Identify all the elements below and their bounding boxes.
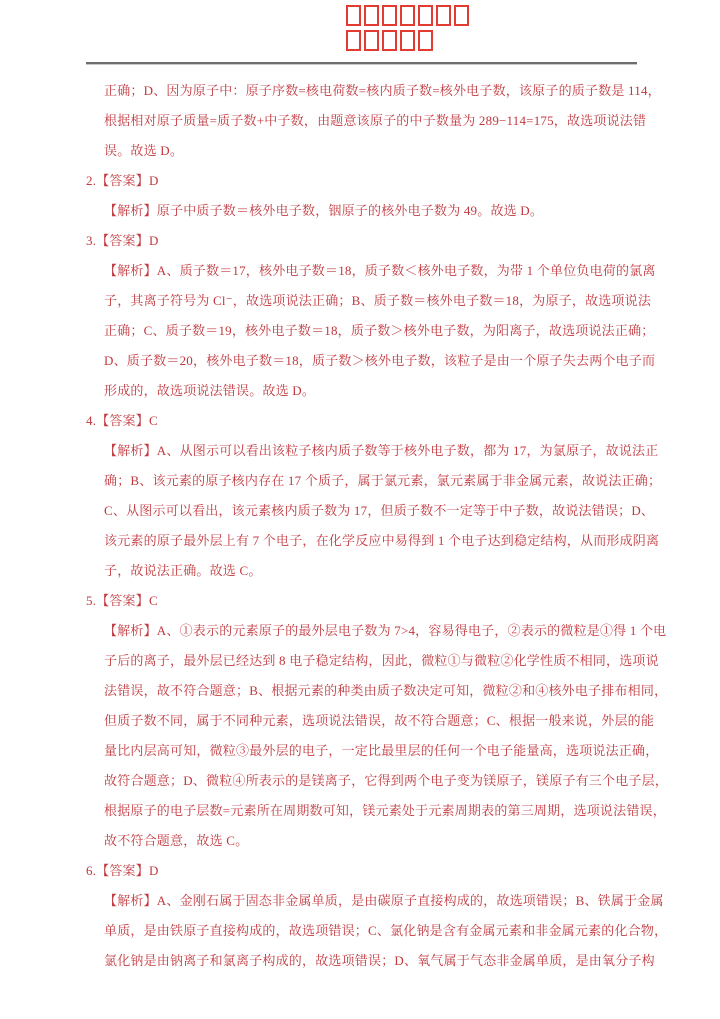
redacted-glyph-box bbox=[454, 5, 469, 26]
q1-analysis-cont-3: 误。故选 D。 bbox=[104, 143, 184, 158]
q5-analysis-7: 根据原子的电子层数=元素所在周期数可知，镁元素处于元素周期表的第三周期，选项说法错误， bbox=[104, 803, 666, 818]
q5-analysis-4: 但质子数不同，属于不同种元素，选项说法错误，故不符合题意；C、根据一般来说，外层的能 bbox=[104, 713, 655, 728]
q3-analysis-1: 【解析】A、质子数＝17，核外电子数＝18，质子数＜核外电子数，为带 1 个单位负电荷的氯离 bbox=[104, 263, 656, 278]
redacted-glyph-box bbox=[400, 5, 415, 26]
redacted-glyph-box bbox=[400, 30, 415, 51]
redacted-glyph-box bbox=[418, 5, 433, 26]
q5-answer: 5.【答案】C bbox=[86, 593, 158, 608]
q2-analysis: 【解析】原子中质子数＝核外电子数，铟原子的核外电子数为 49。故选 D。 bbox=[104, 203, 544, 218]
q3-analysis-2: 子，其离子符号为 Cl⁻，故选项说法正确；B、质子数＝核外电子数＝18，为原子，故选项说法 bbox=[104, 293, 652, 308]
q5-analysis-3: 法错误，故不符合题意；B、根据元素的种类由质子数决定可知，微粒②和④核外电子排布相同， bbox=[104, 683, 668, 698]
redacted-glyph-box bbox=[418, 30, 433, 51]
redacted-glyph-box bbox=[364, 5, 379, 26]
q4-analysis-4: 该元素的原子最外层上有 7 个电子，在化学反应中易得到 1 个电子达到稳定结构，从而形成阴离 bbox=[104, 533, 660, 548]
q6-analysis-3: 氯化钠是由钠离子和氯离子构成的，故选项错误；D、氧气属于气态非金属单质，是由氧分子构 bbox=[104, 953, 655, 968]
q5-analysis-5: 量比内层高可知，微粒③最外层的电子，一定比最里层的任何一个电子能量高，选项说法正确， bbox=[104, 743, 659, 758]
redacted-title-row-2 bbox=[346, 30, 469, 51]
redacted-glyph-box bbox=[346, 30, 361, 51]
q5-analysis-8: 故不符合题意，故选 C。 bbox=[104, 833, 249, 848]
q1-analysis-cont-2: 根据相对原子质量=质子数+中子数，由题意该原子的中子数量为 289−114=175，故选项说法错 bbox=[104, 113, 647, 128]
q4-analysis-2: 确；B、该元素的原子核内存在 17 个质子，属于氯元素，氯元素属于非金属元素，故说法正确； bbox=[104, 473, 662, 488]
q3-analysis-4: D、质子数＝20，核外电子数＝18，质子数＞核外电子数，该粒子是由一个原子失去两个电子而 bbox=[104, 353, 656, 368]
content-lines bbox=[86, 76, 668, 976]
header-divider-line bbox=[86, 62, 637, 65]
q4-answer: 4.【答案】C bbox=[86, 413, 158, 428]
redacted-title-boxes bbox=[346, 5, 469, 55]
q4-analysis-3: C、从图示可以看出，该元素核内质子数为 17，但质子数不一定等于中子数，故说法错误；D、 bbox=[104, 503, 655, 518]
q5-analysis-2: 子后的离子，最外层已经达到 8 电子稳定结构，因此，微粒①与微粒②化学性质不相同，选项说 bbox=[104, 653, 659, 668]
q6-answer: 6.【答案】D bbox=[86, 863, 159, 878]
redacted-glyph-box bbox=[382, 30, 397, 51]
q6-analysis-1: 【解析】A、金刚石属于固态非金属单质，是由碳原子直接构成的，故选项错误；B、铁属于金属 bbox=[104, 893, 664, 908]
q2-answer: 2.【答案】D bbox=[86, 173, 159, 188]
redacted-glyph-box bbox=[436, 5, 451, 26]
q3-analysis-5: 形成的，故选项说法错误。故选 D。 bbox=[104, 383, 316, 398]
q3-answer: 3.【答案】D bbox=[86, 233, 159, 248]
q6-analysis-2: 单质，是由铁原子直接构成的，故选项错误；C、氯化钠是含有金属元素和非金属元素的化合物， bbox=[104, 923, 668, 938]
q3-analysis-3: 正确；C、质子数＝19，核外电子数＝18，质子数＞核外电子数，为阳离子，故选项说法正确； bbox=[104, 323, 655, 338]
redacted-glyph-box bbox=[364, 30, 379, 51]
redacted-title-row-1 bbox=[346, 5, 469, 26]
q5-analysis-1: 【解析】A、①表示的元素原子的最外层电子数为 7>4，容易得电子，②表示的微粒是①得 1 个电 bbox=[104, 623, 667, 638]
q4-analysis-1: 【解析】A、从图示可以看出该粒子核内质子数等于核外电子数，都为 17，为氯原子，故说法正 bbox=[104, 443, 659, 458]
q1-analysis-cont-1: 正确；D、因为原子中：原子序数=核电荷数=核内质子数=核外电子数，该原子的质子数是 114， bbox=[104, 83, 661, 98]
redacted-glyph-box bbox=[346, 5, 361, 26]
redacted-glyph-box bbox=[382, 5, 397, 26]
q5-analysis-6: 故符合题意；D、微粒④所表示的是镁离子，它得到两个电子变为镁原子，镁原子有三个电子层， bbox=[104, 773, 668, 788]
q4-analysis-5: 子，故说法正确。故选 C。 bbox=[104, 563, 262, 578]
